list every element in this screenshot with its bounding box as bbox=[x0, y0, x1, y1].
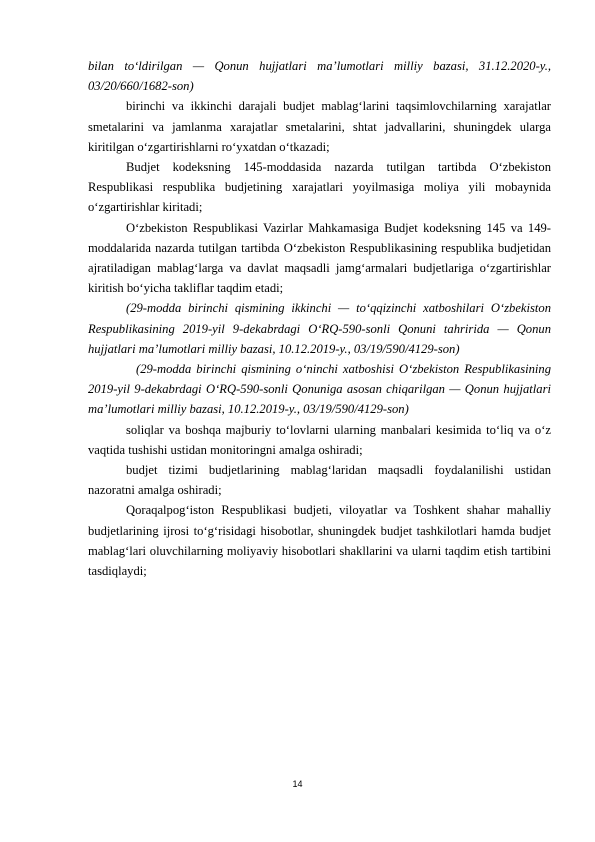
paragraph-amendment-note-1: bilan to‘ldirilgan — Qonun hujjatlari ma’lumotlari milliy bazasi, 31.12.2020-y., 03/20/660/1682-son) bbox=[88, 59, 551, 94]
paragraph-registration-of-estimates: birinchi va ikkinchi darajali budjet mablag‘larini taqsimlovchilarning xarajatlar smetalarini va jamlanma xarajatlar smetalarini, shtat jadvallarini, shuningdek ularga kiritilgan o‘zgartirishlarni ro‘yxatdan o‘tkazadi; bbox=[88, 99, 551, 154]
paragraph-budget-control: budjet tizimi budjetlarining mablag‘laridan maqsadli foydalanilishi ustidan nazoratni amalga oshiradi; bbox=[88, 463, 551, 498]
paragraph-tax-monitoring: soliqlar va boshqa majburiy to‘lovlarni ularning manbalari kesimida to‘liq va o‘z vaqtida tushishi ustidan monitoringni amalga oshiradi; bbox=[88, 422, 551, 457]
page-number: 14 bbox=[292, 779, 303, 789]
paragraph-amendment-note-2: (29-modda birinchi qismining ikkinchi — to‘qqizinchi xatboshilari O‘zbekiston Respublikasining 2019-yil 9-dekabrdagi O‘RQ-590-sonli Qonuni tahririda — Qonun hujjatlari ma’lumotlari milliy bazasi, 10.12.2019-y., 03/19/590/4129-son) bbox=[88, 301, 551, 356]
paragraph-budget-allocation-changes: Budjet kodeksning 145-moddasida nazarda tutilgan tartibda O‘zbekiston Respublikasi respublika budjetining xarajatlari yoyilmasiga moliya yili mobaynida o‘zgartirishlar kiritadi; bbox=[88, 160, 551, 215]
paragraph-proposals-to-cabinet: O‘zbekiston Respublikasi Vazirlar Mahkamasiga Budjet kodeksning 145 va 149-moddalarida nazarda tutilgan tartibda O‘zbekiston Respublikasining respublika budjetidan ajratiladigan mablag‘larga va davlat maqsadli jamg‘armalari budjetlariga o‘zgartirishlar kiritish bo‘yicha takliflar taqdim etadi; bbox=[88, 220, 551, 296]
document-page bbox=[88, 56, 551, 581]
paragraph-report-forms-approval: Qoraqalpog‘iston Respublikasi budjeti, viloyatlar va Toshkent shahar mahalliy budjetlarining ijrosi to‘g‘risidagi hisobotlar, shuningdek budjet tashkilotlari hamda budjet mablag‘lari oluvchilarning moliyaviy hisobotlari shakllarini va ularni taqdim etish tartibini tasdiqlaydi; bbox=[88, 503, 551, 579]
paragraph-amendment-note-3: (29-modda birinchi qismining o‘ninchi xatboshisi O‘zbekiston Respublikasining 2019-yil 9-dekabrdagi O‘RQ-590-sonli Qonuniga asosan chiqarilgan — Qonun hujjatlari ma’lumotlari milliy bazasi, 10.12.2019-y., 03/19/590/4129-son) bbox=[88, 362, 551, 417]
